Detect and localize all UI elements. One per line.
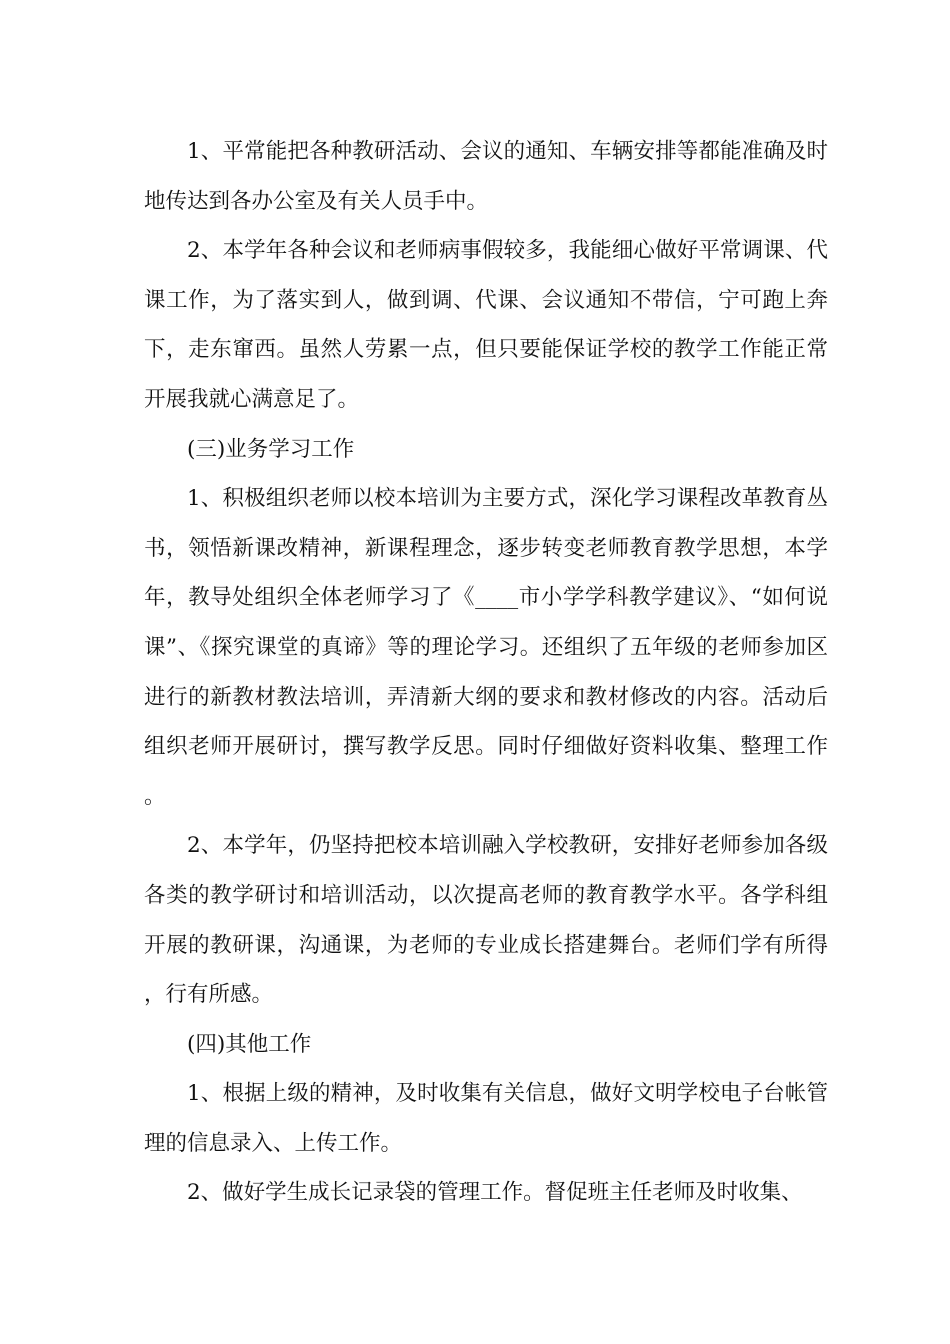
paragraph-electronic-records: 1、根据上级的精神，及时收集有关信息，做好文明学校电子台帐管理的信息录入、上传工作。: [144, 1081, 828, 1156]
document-body: [144, 127, 828, 1218]
section-heading-professional-study: (三)业务学习工作: [187, 436, 355, 462]
paragraph-teaching-research: 2、本学年，仍坚持把校本培训融入学校教研，安排好老师参加各级各类的教学研讨和培训活动，以次提高老师的教育教学水平。各学科组开展的教研课，沟通课，为老师的专业成长搭建舞台。老师们学有所得，行有所感。: [144, 833, 828, 1008]
paragraph-school-training: 1、积极组织老师以校本培训为主要方式，深化学习课程改革教育丛书，领悟新课改精神，新课程理念，逐步转变老师教育教学思想，本学年，教导处组织全体老师学习了《____市小学学科教学建议》、“如何说课”、《探究课堂的真谛》等的理论学习。还组织了五年级的老师参加区进行的新教材教法培训，弄清新大纲的要求和教材修改的内容。活动后组织老师开展研讨，撰写教学反思。同时仔细做好资料收集、整理工作。: [144, 486, 828, 809]
paragraph-growth-portfolio: 2、做好学生成长记录袋的管理工作。督促班主任老师及时收集、: [187, 1180, 803, 1206]
section-heading-other-work: (四)其他工作: [187, 1031, 312, 1057]
paragraph-substitute-classes: 2、本学年各种会议和老师病事假较多，我能细心做好平常调课、代课工作，为了落实到人，做到调、代课、会议通知不带信，宁可跑上奔下，走东窜西。虽然人劳累一点，但只要能保证学校的教学工作能正常开展我就心满意足了。: [144, 238, 828, 412]
paragraph-notice-delivery: 1、平常能把各种教研活动、会议的通知、车辆安排等都能准确及时地传达到各办公室及有关人员手中。: [144, 139, 828, 214]
